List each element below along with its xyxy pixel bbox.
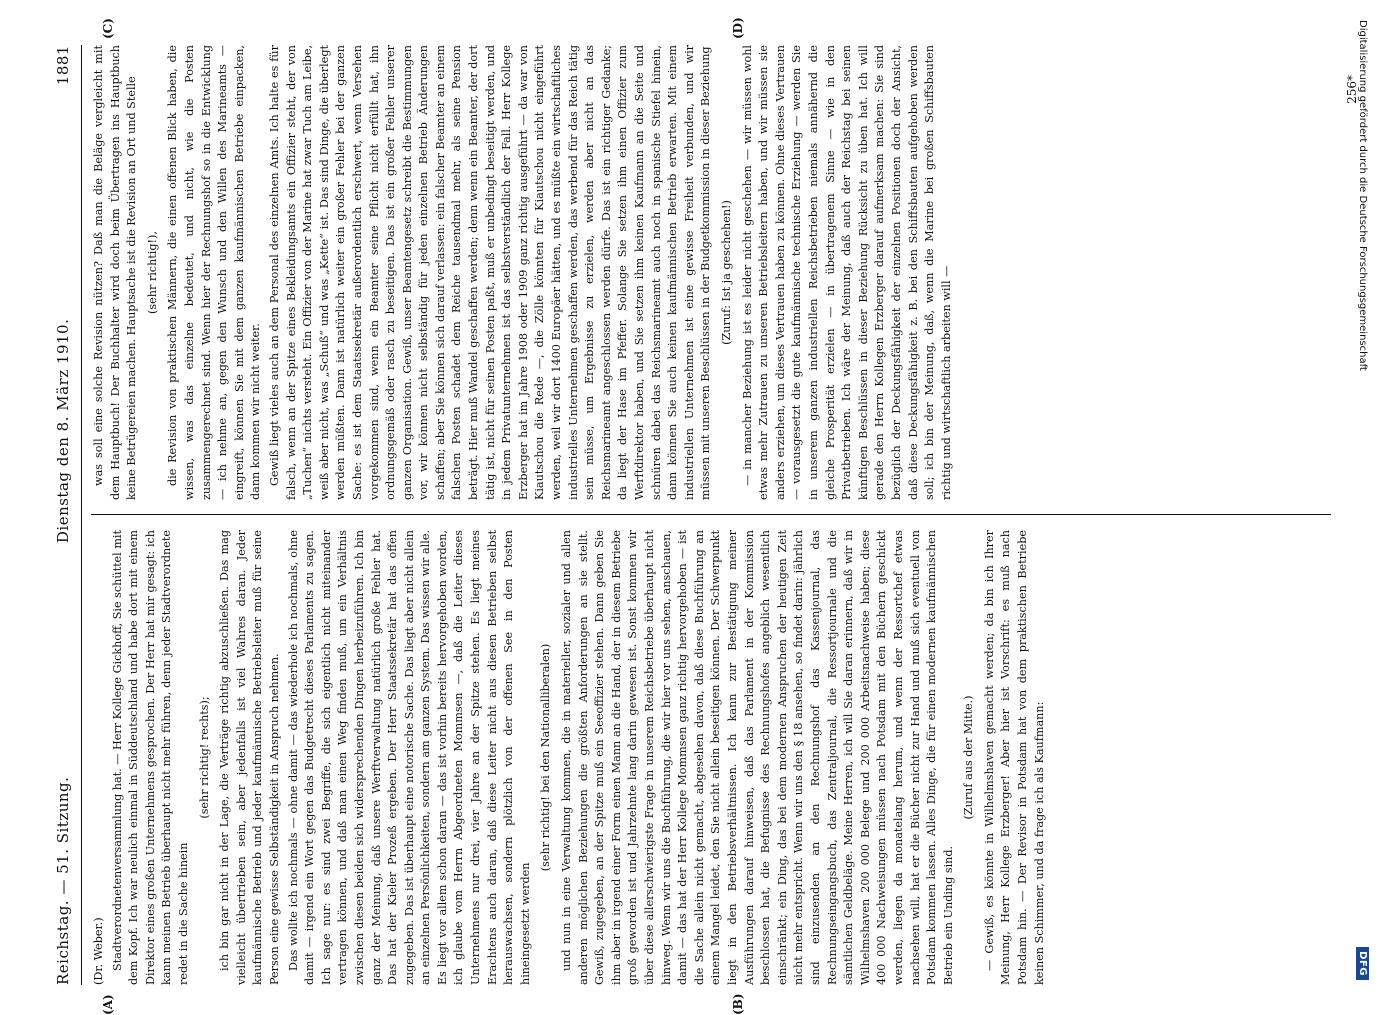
right-column bbox=[91, 45, 1346, 500]
paragraph: — Gewiß, es könnte in Wilhelmshaven gemacht werden; da bin ich Ihrer Meinung, Herr Kollege Erzberger! Aber hier ist Vorschrift: es muß nach Potsdam hin. — Der Revisor in Potsdam hat von dem praktischen Betriebe keinen Schimmer, und da frage ich als Kaufmann: bbox=[982, 530, 1048, 985]
rotated-page bbox=[45, 45, 1365, 985]
page-number: 1881 bbox=[54, 45, 72, 85]
header-rule bbox=[81, 45, 82, 985]
digitization-note: Digitalisierung gefördert durch die Deutsche Forschungsgemeinschaft bbox=[1358, 20, 1369, 371]
dfg-logo: DFG bbox=[1357, 947, 1370, 980]
signature-mark: 256* bbox=[1345, 75, 1359, 104]
paragraph: (sehr richtig! rechts); bbox=[197, 530, 214, 985]
left-column bbox=[91, 530, 1346, 985]
text-columns bbox=[91, 45, 1351, 985]
paragraph: die Revision von praktischen Männern, die einen offenen Blick haben, die wissen, was das einzelne bedeutet, und nicht, wie die Posten zusammengerechnet sind. Wenn hier der Rechnungshof so in die Entwicklung — ich nehme an, gegen den Wunsch und den Willen des Marineamts — eingreift, können Sie mit dem ganzen kaufmännischen Betriebe einpacken, dann kommen wir nicht weiter. bbox=[165, 45, 265, 500]
header-date: Dienstag den 8. März 1910. bbox=[54, 319, 72, 543]
paragraph: (Zuruf aus der Mitte.) bbox=[961, 530, 978, 985]
paragraph: Stadtverordnetenversammlung hat. — Herr Kollege Gickhoff, Sie schüttel mit dem Kopf. Ich war neulich einmal in Süddeutschland und habe dort mit einem Direktor eines großen Unternehmens gesprochen. Der Herr hat mir gesagt: ich kann meinen Betrieb überhaupt nicht mehr führen, denn jeder Stadtverordnete redet in die Sache hinein bbox=[110, 530, 193, 985]
paragraph: ich bin gar nicht in der Lage, die Verträge richtig abzuschließen. Das mag vielleicht übertrieben sein, aber jedenfalls ist viel Wahres daran. Jeder kaufmännische Betrieb und jeder kaufmännische Betriebsleiter muß für seine Person eine gewisse Selbständigkeit in Anspruch nehmen. bbox=[217, 530, 283, 985]
speaker-name: (Dr. Weber.) bbox=[91, 530, 108, 985]
paragraph: (sehr richtig!), bbox=[145, 45, 162, 500]
margin-marker-c: (C) bbox=[101, 18, 115, 39]
paragraph: (sehr richtig! bei den Nationalliberalen) bbox=[538, 530, 555, 985]
column-divider bbox=[91, 514, 1331, 515]
header-left: Reichstag. — 51. Sitzung. bbox=[54, 777, 72, 985]
page-header bbox=[45, 45, 81, 985]
paragraph: (Zuruf: Ist ja geschehen!) bbox=[719, 45, 736, 500]
paragraph: Gewiß liegt vieles auch an dem Personal des einzelnen Amts. Ich halte es für falsch, wenn an der Spitze eines Bekleidungsamts ein Offizier steht, der von „Tuchen“ nichts versteht. Ein Offizier von der Marine hat zwar Tuch am Leibe, weiß aber nicht, was „Schuß“ und was „Kette“ ist. Das sind Dinge, die überlegt werden müßten. Dann ist natürlich weiter ein großer Fehler bei der ganzen Sache: es ist dem Staatssekretär außerordentlich erschwert, wenn Versehen vorgekommen sind, wenn ein Beamter seine Pflicht nicht erfüllt hat, ihn ordnungsgemäß oder rasch zu beseitigen. Das ist ein großer Fehler unserer ganzen Organisation. Gewiß, unser Beamtengesetz schreibt die Bestimmungen vor, wir können nicht selbständig für jeden einzelnen Betrieb Änderungen schaffen; aber Sie können sich darauf verlassen: ein falscher Beamter an einem falschen Posten schadet dem Reiche tausendmal mehr, als seine Pension beträgt. Hier muß Wandel geschaffen werden; denn wenn ein Beamter, der dort tätig ist, nicht für seinen Posten paßt, muß er unbedingt beseitigt werden, und in jedem Privatunternehmen ist das selbstverständlich der Fall. Herr Kollege Erzberger hat im Jahre 1908 oder 1909 ganz richtig ausgeführt — da war von Kiautschou die Rede —, die Zölle könnten für Kiautschou nicht eingeführt werden, weil wir dort 1400 Europäer hätten, und es müßte ein wirtschaftliches industrielles Unternehmen geschaffen werden, das werbend für das Reich tätig sein müsse, um Ergebnisse zu erzielen, werden aber nicht an das Reichsmarineamt angeschlossen werden dürfe. Das ist ein richtiger Gedanke; da liegt der Hase im Pfeffer. Solange Sie setzen ihm einen Offizier zum Werftdirektor haben, und Sie setzen ihm keinen Kaufmann an die Seite und schnüren dabei das Reichsmarineamt auch noch in spanische Stiefel hinein, dann können Sie auch keinen kaufmännischen Betrieb erwarten. Mit einem industriellen Unternehmen ist eine gewisse Freiheit verbunden, und wir müssen mit unseren Beschlüssen in der Budgetkommission in dieser Beziehung bbox=[267, 45, 715, 500]
margin-marker-a: (A) bbox=[101, 994, 115, 1015]
paragraph: was soll eine solche Revision nützen? Daß man die Beläge vergleicht mit dem Hauptbuch! Der Buchhalter wird doch beim Übertragen ins Hauptbuch keine Betrügereien machen. Hauptsache ist die Revision an Ort und Stelle bbox=[91, 45, 141, 500]
margin-marker-b: (B) bbox=[731, 994, 745, 1015]
paragraph: Das wollte ich nochmals — ohne damit — das wiederhole ich nochmals, ohne damit — irgend ein Wort gegen das Budgetrecht dieses Parlaments zu sagen. Ich sage nur: es sind zwei Begriffe, die sich eigentlich nicht miteinander vertragen können, und daß man einen Weg finden muß, um ein Verhältnis zwischen diesen beiden sich widersprechenden Dingen herbeizuführen. Ich bin ganz der Meinung, daß unsere Werftverwaltung natürlich große Fehler hat. Das hat der Kieler Prozeß ergeben. Der Herr Staatssekretär hat das offen zugegeben. Das ist überhaupt eine notorische Sache. Das liegt aber nicht allein an einzelnen Persönlichkeiten, sondern am ganzen System. Das wissen wir alle. Es liegt vor allem schon daran — das ist vorhin bereits hervorgehoben worden, ich glaube vom Herrn Abgeordneten Mommsen —, daß die Leiter dieses Unternehmens nur drei, vier Jahre an der Spitze stehen. Es liegt meines Erachtens auch daran, daß diese Leiter nicht aus diesen Betrieben selbst herauswachsen, sondern plötzlich von der offenen See in den Posten hineingesetzt werden bbox=[286, 530, 535, 985]
side-note bbox=[1357, 20, 1379, 980]
paragraph: und nun in eine Verwaltung kommen, die in materieller, sozialer und allen anderen möglichen Beziehungen die größten Anforderungen an sie stellt. Gewiß, zugegeben, an der Spitze muß ein Seeoffizier stehen. Dann geben Sie ihm aber in irgend einer Form einen Mann an die Hand, der in diesem Betriebe groß geworden ist und Jahrzehnte lang darin gewesen ist. Sonst kommen wir über diese allerschwierigste Frage in unserem Reichsbetriebe überhaupt nicht hinweg. Wenn wir uns die Buchführung, die wir hier vor uns sehen, anschauen, damit — das hat der Herr Kollege Mommsen ganz richtig hervorgehoben — ist die Sache allein nicht gemacht, abgesehen davon, daß diese Buchführung an einem Mangel leidet, den Sie nicht allein beseitigen können. Der Schwerpunkt liegt in den Betriebsverhältnissen. Ich kann zur Bestätigung meiner Ausführungen darauf hinweisen, daß das Parlament in der Kommission beschlossen hat, die Befugnisse des Rechnungshofes angeblich wesentlich einschränkt; ein Ding, das bei dem modernen Anspruchen der heutigen Zeit nicht mehr entspricht. Wenn wir uns den § 18 ansehen, so findet darin: jährlich sind einzusenden an den Rechnungshof das Kassenjournal, das Rechnungseingangsbuch, das Zentraljournal, die Ressortjournale und die sämtlichen Geldbeläge. Meine Herren, ich will Sie daran erinnern, daß wir in Wilhelmshaven 200 000 Belege und 200 000 Arbeitsnachweise haben; diese 400 000 Nachweisungen müssen nach Potsdam mit den Büchern geschickt werden, liegen da monatelang herum, und wenn der Ressortchef etwas nachsehen will, hat er die Bücher nicht zur Hand und muß sich eventuell von Potsdam kommen lassen. Alles Dinge, die für einen modernen kaufmännischen Betrieb ein Unding sind. bbox=[559, 530, 957, 985]
margin-marker-d: (D) bbox=[731, 17, 745, 39]
paragraph: — in mancher Beziehung ist es leider nicht geschehen — wir müssen wohl etwas mehr Zutrauen zu unseren Betriebsleitern haben, und wir müssen sie anders erziehen, um dieses Vertrauen haben zu können. Ohne dieses Vertrauen — vorausgesetzt die gute kaufmännische technische Erziehung — werden Sie in unserem ganzen industriellen Reichsbetrieben niemals annähernd die gleiche Prosperität erzielen — in übertragenem Sinne — wie in den Privatbetrieben. Ich wäre der Meinung, daß auch der Reichstag bei seinen künftigen Beschlüssen in dieser Beziehung Rücksicht zu üben hat. Ich will gerade den Herrn Kollegen Erzberger darauf aufmerksam machen: Sie sind bezüglich der Deckungsfähigkeit der einzelnen Positionen doch der Ansicht, daß diese Deckungsfähigkeit z. B. bei den Schiffsbauten aufgehoben werden soll; ich bin der Meinung, daß, wenn die Marine bei großen Schiffsbauten richtig und wirtschaftlich arbeiten will — bbox=[740, 45, 956, 500]
